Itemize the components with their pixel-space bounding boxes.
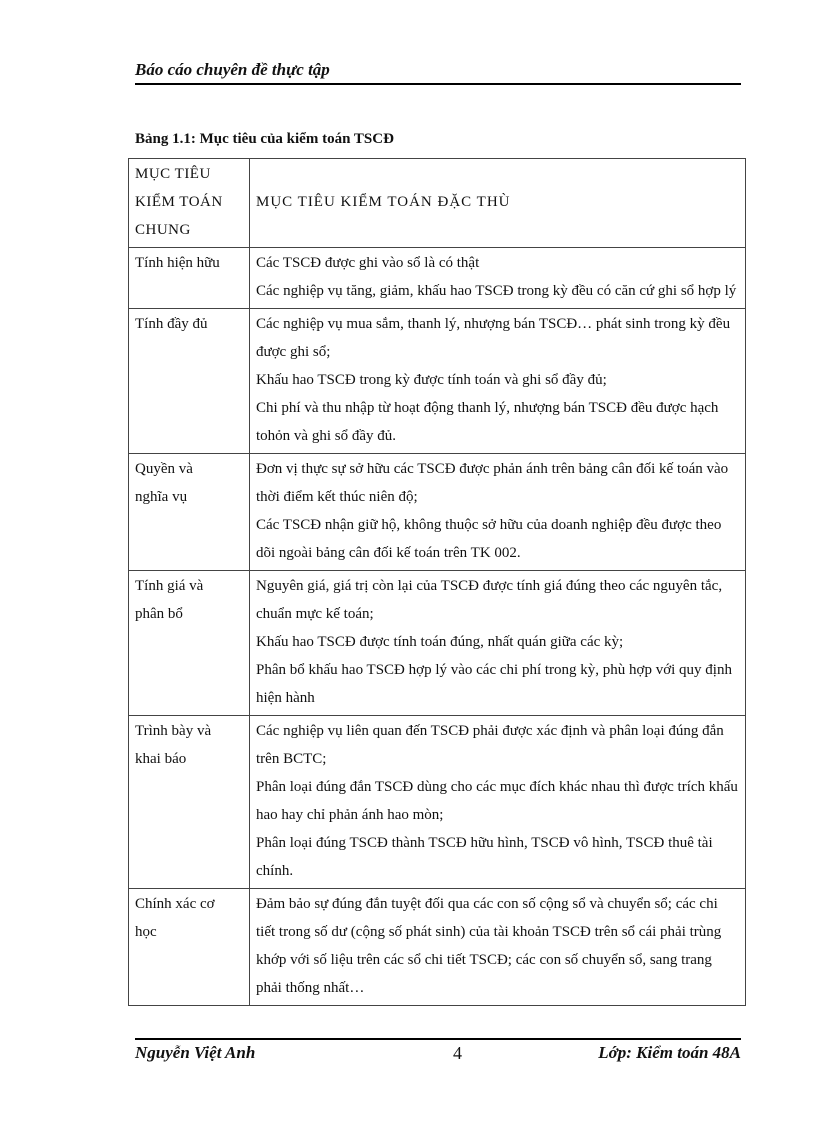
general-objective-text: học — [135, 924, 157, 940]
table-row — [129, 248, 746, 309]
specific-objective-cell — [250, 716, 746, 889]
specific-objective-text: Khấu hao TSCĐ được tính toán đúng, nhất quán giữa các kỳ; — [256, 634, 624, 650]
general-objective-cell — [129, 248, 250, 309]
general-objective-text: phân bổ — [135, 606, 183, 622]
footer-class: Lớp: Kiểm toán 48A — [598, 1043, 741, 1062]
general-objective-cell — [129, 571, 250, 716]
footer-author: Nguyễn Việt Anh — [135, 1043, 256, 1062]
footer-rule — [135, 1038, 741, 1040]
general-objective-text: nghĩa vụ — [135, 489, 188, 505]
header-general-objective — [129, 159, 250, 248]
general-objective-cell — [129, 454, 250, 571]
header-rule — [135, 83, 741, 85]
general-objective-text: Tính đầy đủ — [135, 316, 208, 332]
general-objective-text: Quyền và — [135, 461, 193, 477]
general-objective-cell — [129, 309, 250, 454]
header-specific-objective: MỤC TIÊU KIỂM TOÁN ĐẶC THÙ — [250, 159, 746, 248]
specific-objective-text: Phân bổ khấu hao TSCĐ hợp lý vào các chi phí trong kỳ, phù hợp với quy định hiện hành — [256, 662, 732, 706]
header-left-line: CHUNG — [135, 222, 191, 238]
table-caption: Bảng 1.1: Mục tiêu của kiểm toán TSCĐ — [135, 131, 394, 147]
specific-objective-text: Đơn vị thực sự sở hữu các TSCĐ được phản ánh trên bảng cân đối kế toán vào thời điểm kết thúc niên độ; — [256, 461, 729, 505]
table-row — [129, 889, 746, 1006]
specific-objective-cell — [250, 248, 746, 309]
specific-objective-text: Các nghiệp vụ mua sắm, thanh lý, nhượng bán TSCĐ… phát sinh trong kỳ đều được ghi sổ; — [256, 316, 731, 360]
general-objective-text: Chính xác cơ — [135, 896, 215, 912]
general-objective-text: Tính giá và — [135, 578, 204, 594]
page-footer — [135, 1043, 741, 1067]
audit-objectives-table — [128, 158, 746, 1006]
general-objective-text: khai báo — [135, 751, 187, 767]
table-row — [129, 571, 746, 716]
specific-objective-text: Các nghiệp vụ liên quan đến TSCĐ phải được xác định và phân loại đúng đắn trên BCTC; — [256, 723, 724, 767]
general-objective-cell — [129, 889, 250, 1006]
table-header-row — [129, 159, 746, 248]
specific-objective-cell — [250, 309, 746, 454]
specific-objective-text: Phân loại đúng TSCĐ thành TSCĐ hữu hình, TSCĐ vô hình, TSCĐ thuê tài chính. — [256, 835, 713, 879]
specific-objective-cell — [250, 571, 746, 716]
page-number: 4 — [453, 1043, 462, 1063]
specific-objective-text: Các nghiệp vụ tăng, giảm, khấu hao TSCĐ trong kỳ đều có căn cứ ghi sổ hợp lý — [256, 283, 737, 299]
general-objective-text: Trình bày và — [135, 723, 212, 739]
specific-objective-text: Các TSCĐ nhận giữ hộ, không thuộc sở hữu của doanh nghiệp đều được theo dõi ngoài bảng cân đối kế toán trên TK 002. — [256, 517, 722, 561]
header-left-line: KIỂM TOÁN — [135, 194, 223, 210]
table-row — [129, 716, 746, 889]
header-left-line: MỤC TIÊU — [135, 166, 211, 182]
specific-objective-text: Đảm bảo sự đúng đắn tuyệt đối qua các con số cộng sổ và chuyển sổ; các chi tiết trong số dư (cộng số phát sinh) của tài khoản TSCĐ trên sổ cái phải trùng khớp với số liệu trên các sổ chi tiết TSCĐ; các con số chuyển sổ, sang trang phải thống nhất… — [256, 896, 722, 996]
specific-objective-text: Phân loại đúng đắn TSCĐ dùng cho các mục đích khác nhau thì được trích khấu hao hay chỉ phản ánh hao mòn; — [256, 779, 738, 823]
table-row — [129, 454, 746, 571]
specific-objective-text: Nguyên giá, giá trị còn lại của TSCĐ được tính giá đúng theo các nguyên tắc, chuẩn mực kế toán; — [256, 578, 723, 622]
page-header-title: Báo cáo chuyên đề thực tập — [135, 60, 330, 79]
specific-objective-cell — [250, 889, 746, 1006]
specific-objective-cell — [250, 454, 746, 571]
specific-objective-text: Khấu hao TSCĐ trong kỳ được tính toán và ghi sổ đầy đủ; — [256, 372, 607, 388]
table-row — [129, 309, 746, 454]
general-objective-text: Tính hiện hữu — [135, 255, 220, 271]
specific-objective-text: Các TSCĐ được ghi vào sổ là có thật — [256, 255, 480, 271]
specific-objective-text: Chi phí và thu nhập từ hoạt động thanh lý, nhượng bán TSCĐ đều được hạch tohỏn và ghi sổ đầy đủ. — [256, 400, 719, 444]
general-objective-cell — [129, 716, 250, 889]
